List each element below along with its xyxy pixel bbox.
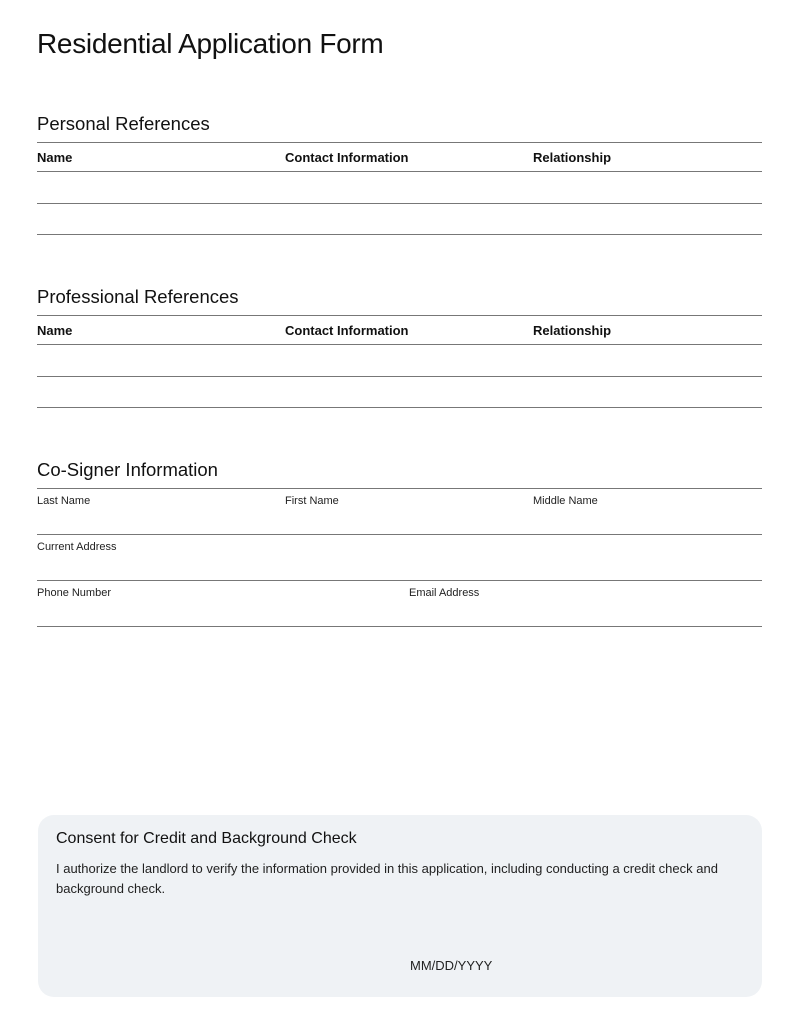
professional-references-heading: Professional References bbox=[37, 286, 239, 307]
middle-name-label: Middle Name bbox=[533, 495, 598, 507]
personal-references-heading: Personal References bbox=[37, 113, 210, 134]
consent-text: I authorize the landlord to verify the information provided in this application, including conducting a credit check and background check. bbox=[56, 861, 718, 896]
first-name-label: First Name bbox=[285, 495, 339, 507]
date-field[interactable]: MM/DD/YYYY bbox=[410, 958, 493, 973]
current-address-label: Current Address bbox=[37, 541, 117, 553]
column-header-relationship: Relationship bbox=[533, 323, 612, 338]
personal-reference-row-1[interactable] bbox=[37, 203, 762, 204]
column-header-name: Name bbox=[37, 150, 73, 165]
page-title: Residential Application Form bbox=[37, 28, 384, 59]
phone-number-label: Phone Number bbox=[37, 587, 111, 599]
last-name-label: Last Name bbox=[37, 495, 91, 507]
divider bbox=[37, 344, 762, 345]
consent-box bbox=[38, 815, 762, 997]
column-header-name: Name bbox=[37, 323, 73, 338]
professional-reference-row-1[interactable] bbox=[37, 376, 762, 377]
personal-reference-row-2[interactable] bbox=[37, 234, 762, 235]
column-header-contact: Contact Information bbox=[285, 323, 409, 338]
column-header-relationship: Relationship bbox=[533, 150, 612, 165]
cosigner-heading: Co-Signer Information bbox=[37, 459, 218, 480]
divider bbox=[37, 142, 762, 143]
contact-fields-line[interactable] bbox=[37, 626, 762, 627]
column-header-contact: Contact Information bbox=[285, 150, 409, 165]
professional-reference-row-2[interactable] bbox=[37, 407, 762, 408]
divider bbox=[37, 315, 762, 316]
email-address-label: Email Address bbox=[409, 587, 480, 599]
name-fields-line[interactable] bbox=[37, 534, 762, 535]
divider bbox=[37, 171, 762, 172]
consent-heading: Consent for Credit and Background Check bbox=[56, 830, 357, 847]
divider bbox=[37, 488, 762, 489]
current-address-field[interactable] bbox=[37, 580, 762, 581]
